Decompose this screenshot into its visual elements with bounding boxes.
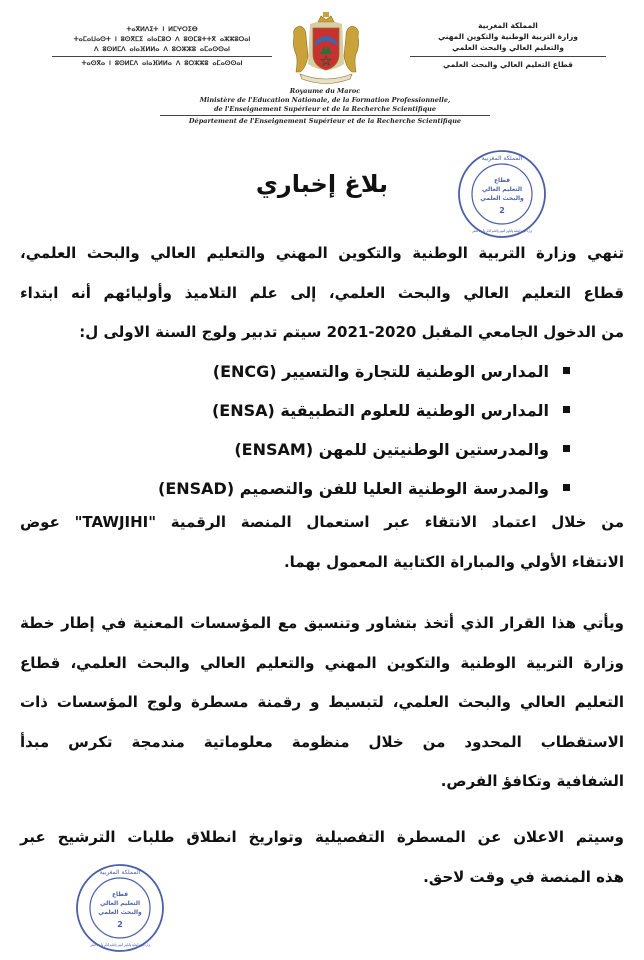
stamp-center-2: التعليم العالي [481, 186, 523, 193]
selection-line-2: الانتقاء الأولي والمباراة الكتابية المعمول بهما. [283, 552, 624, 571]
list-item [70, 430, 570, 469]
stamp-center-2: التعليم العالي [99, 900, 141, 907]
stamp-ring-bottom: وزارة التربية الوطنية والتكوين المهني والتعليم العالي والبحث العلمي [472, 228, 533, 233]
french-ministry-cont: de l'Enseignement Supérieur et de la Recherche Scientifique [213, 105, 437, 113]
tifinagh-ministry: ⵜⴰⵎⴰⵡⴰⵙⵜ ⵏ ⵓⵙⴳⵎⵉ ⴰⵏⴰⵎⵓⵔ ⴷ ⵓⵙⵎⵓⵜⵜⴳ ⴰⵣⵣⵓⵔⴰⵏ [73, 35, 251, 43]
bullet-icon [563, 367, 570, 374]
intro-line-1: تنهي وزارة التربية الوطنية والتكوين المهني والتعليم العالي والبحث العلمي، [20, 244, 624, 262]
tifinagh-ministry-cont: ⴷ ⵓⵙⵍⵎⴷ ⴰⵏⴰⴼⵍⵍⴰ ⴷ ⵓⵔⵣⵣⵓ ⴰⵎⴰⵙⵙⴰⵏ [94, 45, 230, 53]
stamp-ring-bottom: وزارة التربية الوطنية والتكوين المهني والتعليم العالي والبحث العلمي [90, 942, 151, 947]
schools-list [70, 352, 570, 508]
official-stamp-bottom [74, 862, 166, 954]
stamp-number: 2 [117, 920, 123, 929]
intro-line-2: قطاع التعليم العالي والبحث العلمي، إلى علم التلاميذ وأوليائهم أنه ابتداء [20, 283, 624, 302]
announcement-line-2: هذه المنصة في وقت لاحق. [423, 867, 624, 886]
arabic-department: قطاع التعليم العالي والبحث العلمي [443, 60, 573, 69]
arabic-ministry-cont: والتعليم العالي والبحث العلمي [452, 43, 564, 52]
intro-line-3: من الدخول الجامعي المقبل 2020-2021 سيتم تدبير ولوج السنة الاولى ل: [79, 323, 624, 341]
selection-paragraph [20, 503, 624, 582]
french-ministry: Ministère de l'Education Nationale, de la Formation Professionnelle, [199, 96, 451, 104]
school-label: المدارس الوطنية للتجارة والتسيير (ENCG) [212, 362, 549, 381]
tifinagh-department: ⵜⴰⵙⴳⴰ ⵏ ⵓⵙⵍⵎⴷ ⴰⵏⴰⴼⵍⵍⴰ ⴷ ⵓⵔⵣⵣⵓ ⴰⵎⴰⵙⵙⴰⵏ [81, 59, 243, 67]
list-item [70, 352, 570, 391]
coat-of-arms-emblem [288, 10, 364, 86]
arabic-ministry: وزارة التربية الوطنية والتكوين المهني [438, 32, 578, 41]
decision-line-2: وزارة التربية الوطنية والتكوين المهني والتعليم العالي والبحث العلمي، قطاع [20, 653, 624, 672]
bullet-icon [563, 406, 570, 413]
decision-line-5: الشفافية وتكافؤ الفرص. [440, 772, 624, 790]
school-label: والمدرسة الوطنية العليا للفن والتصميم (ENSAD) [158, 479, 549, 498]
french-department: Département de l'Enseignement Supérieur et de la Recherche Scientifique [188, 117, 462, 125]
arabic-divider [410, 56, 606, 57]
arabic-kingdom: المملكة المغربية [478, 21, 538, 30]
decision-line-4: الاستقطاب المحدود من خلال منظومة معلوماتية مندمجة تكرس مبدأ [20, 732, 624, 751]
tifinagh-kingdom: ⵜⴰⴳⵍⴷⵉⵜ ⵏ ⵍⵎⵖⵔⵉⴱ [126, 25, 198, 33]
coat-of-arms-icon [288, 10, 364, 86]
letterhead-french [150, 87, 500, 126]
french-kingdom: Royaume du Maroc [289, 87, 361, 95]
school-label: المدارس الوطنية للعلوم التطبيقية (ENSA) [211, 401, 549, 420]
decision-paragraph [20, 604, 624, 802]
selection-line-1: من خلال اعتماد الانتقاء عبر استعمال المنصة الرقمية "TAWJIHI" عوض [20, 513, 624, 531]
stamp-number: 2 [499, 206, 505, 215]
stamp-center-1: قطاع [111, 891, 129, 898]
bullet-icon [563, 445, 570, 452]
intro-paragraph [20, 234, 624, 353]
stamp-ring-top: المملكة المغربية [99, 869, 141, 876]
decision-line-3: التعليم العالي والبحث العلمي، لتبسيط و رقمنة مسطرة ولوج المؤسسات ذات [20, 693, 624, 711]
letterhead-tifinagh [52, 24, 272, 68]
stamp-center-3: والبحث العلمي [98, 909, 142, 916]
bullet-icon [563, 484, 570, 491]
announcement-line-1: وسيتم الاعلان عن المسطرة التفصيلية وتواريخ انطلاق طلبات الترشيح عبر [20, 828, 624, 846]
school-label: والمدرستين الوطنيتين للمهن (ENSAM) [234, 440, 549, 459]
french-divider [160, 115, 490, 116]
decision-line-1: ويأتي هذا القرار الذي أتخذ بتشاور وتنسيق مع المؤسسات المعنية في إطار خطة [20, 614, 624, 632]
list-item [70, 391, 570, 430]
page-title: بلاغ إخباري [255, 170, 389, 198]
stamp-center-1: قطاع [493, 177, 511, 184]
stamp-ring-top: المملكة المغربية [481, 155, 523, 162]
letterhead-arabic [410, 20, 606, 70]
tifinagh-divider [52, 56, 272, 57]
stamp-center-3: والبحث العلمي [480, 195, 524, 202]
